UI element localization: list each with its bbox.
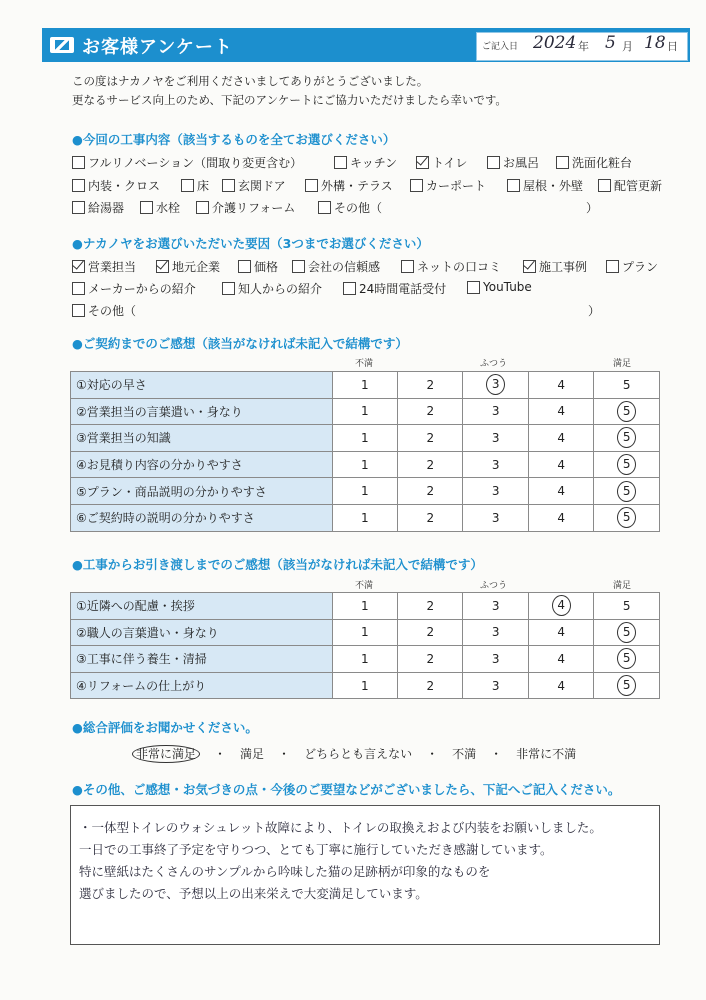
overall-choice[interactable]: 不満 [452,747,477,761]
q1-title: ●今回の工事内容（該当するものを全てお選びください） [72,132,396,147]
choice-separator: ・ [278,747,291,761]
rating-option-3[interactable]: 3 [463,478,529,505]
checkbox-icon[interactable] [343,282,356,295]
rating-option-2[interactable]: 2 [398,451,463,478]
rating-option-2[interactable]: 2 [398,619,463,646]
q1-option-label: 介護リフォーム [212,201,296,215]
choice-separator: ・ [426,747,439,761]
q2-close-paren: ） [588,304,601,318]
q1-option-label: 床 [197,179,210,193]
rating-option-4[interactable]: 4 [529,504,594,531]
table-row [71,593,660,620]
selected-rating-circle: 5 [617,481,636,502]
checkbox-icon[interactable] [140,201,153,214]
overall-choice[interactable]: 非常に不満 [516,747,577,761]
q1-option[interactable] [72,154,302,171]
q1-option-label: キッチン [350,156,398,170]
rating-option-5[interactable] [594,672,660,699]
checkbox-icon[interactable] [72,179,85,192]
q2-option[interactable] [222,280,322,297]
q3-title: ●ご契約までのご感想（該当がなければ未記入で結構です） [72,336,408,351]
scale-high-label: 満足 [613,359,632,369]
rating-option-2[interactable]: 2 [398,372,463,399]
q3-row-label: ③営業担当の知識 [71,425,333,452]
q1-option[interactable] [72,199,124,216]
q1-option[interactable] [556,154,632,171]
q1-option[interactable] [72,177,160,194]
checkbox-icon[interactable] [222,179,235,192]
selected-rating-circle: 5 [617,622,636,643]
checkbox-icon[interactable] [72,156,85,169]
q2-option[interactable] [292,258,380,275]
q1-option-label: フルリノベーション（間取り変更含む） [88,156,303,170]
checkbox-icon[interactable] [222,282,235,295]
month-unit: 月 [622,40,633,53]
q2-option-label: ネットの口コミ [417,260,502,274]
selected-rating-circle: 5 [617,507,636,528]
q2-option-label: メーカーからの紹介 [88,282,196,296]
q1-option-label: カーポート [426,179,487,193]
choice-separator: ・ [490,747,503,761]
q1-close-paren: ） [586,201,599,215]
scale-low-label: 不満 [355,359,374,369]
selected-rating-circle: 5 [617,648,636,669]
checkbox-icon[interactable] [606,260,619,273]
rating-option-4[interactable] [528,593,594,620]
q3-rating-table [70,371,660,532]
q4-row-label: ④リフォームの仕上がり [71,672,333,699]
rating-option-4[interactable]: 4 [529,372,594,399]
checkbox-icon[interactable] [410,179,423,192]
q1-option-label: 玄関ドア [238,179,286,193]
q2-option-label: 営業担当 [88,260,137,274]
selected-rating-circle: 3 [486,374,505,395]
q3-row-label: ①対応の早さ [71,372,333,399]
q1-option-label: 給湯器 [88,201,125,215]
q1-option-label: 配管更新 [614,179,663,193]
q2-option[interactable] [343,280,446,297]
rating-option-1[interactable]: 1 [332,478,397,505]
rating-option-2[interactable]: 2 [398,672,463,699]
checkbox-icon[interactable] [318,201,331,214]
year-unit: 年 [578,40,589,53]
checkbox-icon[interactable] [72,282,85,295]
rating-option-5[interactable] [594,398,660,425]
q4-row-label: ③工事に伴う養生・清掃 [71,646,333,673]
checkbox-icon[interactable] [196,201,209,214]
day-unit: 日 [667,40,678,53]
q2-option[interactable] [467,280,532,294]
q1-option[interactable] [222,177,286,194]
q1-option[interactable] [140,199,180,216]
q1-option-label: 水栓 [156,201,181,215]
table-row [71,672,660,699]
date-year[interactable]: 2024 [533,33,577,53]
overall-rating-choices [132,745,576,762]
q1-option[interactable] [507,177,583,194]
q1-option[interactable] [305,177,393,194]
q5-title: ●総合評価をお聞かせください。 [72,720,258,735]
q2-option[interactable] [401,258,501,275]
rating-option-3[interactable]: 3 [463,425,529,452]
rating-option-4[interactable]: 4 [528,672,594,699]
q1-option[interactable] [410,177,486,194]
date-day[interactable]: 18 [644,33,666,53]
q2-option[interactable] [72,258,136,275]
q1-option[interactable] [487,154,539,171]
checkbox-icon[interactable] [401,260,414,273]
q1-option[interactable] [416,154,467,171]
page-title: お客様アンケート [82,37,233,58]
selected-rating-circle: 5 [617,454,636,475]
q2-option[interactable] [523,258,587,275]
q2-option-label: 会社の信頼感 [308,260,381,274]
q2-option-label: 価格 [254,260,279,274]
table-row [71,425,660,452]
q4-row-label: ①近隣への配慮・挨拶 [71,593,333,620]
rating-option-1[interactable]: 1 [332,619,397,646]
rating-option-3[interactable] [463,372,529,399]
date-label: ご記入日 [482,42,519,52]
rating-option-3[interactable]: 3 [463,619,528,646]
q2-option-label: 地元企業 [172,260,221,274]
q1-option-label: その他（ [334,201,383,215]
q4-title: ●工事からお引き渡しまでのご感想（該当がなければ未記入で結構です） [72,557,483,572]
rating-option-2[interactable]: 2 [398,504,463,531]
rating-option-1[interactable]: 1 [332,672,397,699]
rating-option-5[interactable] [594,504,660,531]
q3-row-label: ⑤プラン・商品説明の分かりやすさ [71,478,333,505]
table-row [71,478,660,505]
rating-option-4[interactable]: 4 [529,398,594,425]
rating-option-5[interactable]: 5 [594,593,660,620]
table-row [71,451,660,478]
rating-option-4[interactable]: 4 [529,425,594,452]
q3-row-label: ②営業担当の言葉遣い・身なり [71,398,333,425]
q4-rating-table [70,592,660,699]
checkbox-icon[interactable] [598,179,611,192]
rating-option-2[interactable]: 2 [398,593,463,620]
q1-option-label: 外構・テラス [321,179,393,193]
rating-option-4[interactable]: 4 [529,478,594,505]
q1-option-label: お風呂 [503,156,540,170]
checkbox-icon[interactable] [181,179,194,192]
rating-option-2[interactable]: 2 [398,398,463,425]
rating-option-2[interactable]: 2 [398,646,463,673]
q6-title: ●その他、ご感想・お気づきの点・今後のご要望などがございましたら、下記へご記入ください。 [72,782,621,797]
comment-box[interactable] [70,805,660,945]
rating-option-4[interactable]: 4 [528,646,594,673]
q2-option-label: YouTube [483,280,532,294]
rating-option-3[interactable]: 3 [463,504,529,531]
overall-choice[interactable]: 非常に満足 [132,745,200,763]
rating-option-4[interactable]: 4 [529,451,594,478]
q1-option-label: 内装・クロス [88,179,161,193]
q3-row-label: ⑥ご契約時の説明の分かりやすさ [71,504,333,531]
q1-option-label: トイレ [432,156,468,170]
checkbox-icon[interactable] [334,156,347,169]
rating-option-1[interactable]: 1 [332,646,397,673]
table-row [71,372,660,399]
scale-mid-label: ふつう [480,359,508,369]
checkbox-icon[interactable] [72,201,85,214]
q2-option[interactable] [156,258,220,275]
table-row [71,504,660,531]
selected-rating-circle: 5 [617,401,636,422]
rating-option-3[interactable]: 3 [463,451,529,478]
q1-option[interactable] [334,154,397,171]
overall-choice[interactable]: 満足 [240,747,265,761]
intro-line-2: 更なるサービス向上のため、下記のアンケートにご協力いただけましたら幸いです。 [72,93,507,107]
rating-option-5[interactable] [594,451,660,478]
q2-option[interactable] [238,258,278,275]
q2-option-label: その他（ [88,304,137,318]
rating-option-1[interactable]: 1 [332,451,397,478]
checkbox-icon[interactable] [556,156,569,169]
q2-option-label: 24時間電話受付 [359,282,447,296]
comment-line-1: ・一体型トイレのウォシュレット故障により、トイレの取換えおよび内装をお願いしました。 [79,820,602,835]
rating-option-3[interactable]: 3 [463,672,528,699]
scale-high-label-2: 満足 [613,581,632,591]
rating-option-5[interactable] [594,425,660,452]
table-row [71,398,660,425]
rating-option-1[interactable]: 1 [332,593,397,620]
q1-option[interactable] [196,199,295,216]
rating-option-1[interactable]: 1 [332,425,397,452]
q1-option[interactable] [181,177,209,194]
q3-row-label: ④お見積り内容の分かりやすさ [71,451,333,478]
q1-option[interactable] [598,177,662,194]
rating-option-5[interactable] [594,478,660,505]
checkbox-icon[interactable] [238,260,251,273]
table-row [71,619,660,646]
q2-title: ●ナカノヤをお選びいただいた要因（3つまでお選びください） [72,236,429,251]
q1-option-label: 屋根・外壁 [523,179,584,193]
date-month[interactable]: 5 [605,33,616,53]
checkbox-checked-icon[interactable] [72,260,85,273]
rating-option-5[interactable] [594,646,660,673]
q1-option-label: 洗面化粧台 [572,156,633,170]
rating-option-5[interactable] [594,619,660,646]
intro-line-1: この度はナカノヤをご利用くださいましてありがとうございました。 [72,74,429,88]
checkbox-checked-icon[interactable] [156,260,169,273]
q4-row-label: ②職人の言葉遣い・身なり [71,619,333,646]
q2-option[interactable] [72,280,196,297]
checkbox-checked-icon[interactable] [523,260,536,273]
rating-option-3[interactable]: 3 [463,646,528,673]
scale-mid-label-2: ふつう [480,581,508,591]
rating-option-4[interactable]: 4 [528,619,594,646]
rating-option-1[interactable]: 1 [332,372,397,399]
comment-line-2: 一日での工事終了予定を守りつつ、とても丁寧に施行していただき感謝しています。 [79,842,553,857]
company-logo-icon [50,37,74,53]
rating-option-2[interactable]: 2 [398,425,463,452]
checkbox-checked-icon[interactable] [416,156,429,169]
q2-option[interactable] [72,302,136,319]
rating-option-3[interactable]: 3 [463,593,528,620]
rating-option-2[interactable]: 2 [398,478,463,505]
checkbox-icon[interactable] [292,260,305,273]
q1-option[interactable] [318,199,382,216]
checkbox-icon[interactable] [487,156,500,169]
q2-option-label: プラン [622,260,659,274]
table-row [71,646,660,673]
q2-option-label: 知人からの紹介 [238,282,323,296]
choice-separator: ・ [214,747,227,761]
rating-option-5[interactable]: 5 [594,372,660,399]
scale-low-label-2: 不満 [355,581,374,591]
checkbox-icon[interactable] [467,281,480,294]
selected-rating-circle: 4 [552,595,571,616]
comment-line-3: 特に壁紙はたくさんのサンプルから吟味した猫の足跡柄が印象的なものを [79,864,491,879]
comment-line-4: 選びましたので、予想以上の出来栄えで大変満足しています。 [79,886,428,901]
selected-rating-circle: 5 [617,675,636,696]
checkbox-icon[interactable] [72,304,85,317]
overall-choice[interactable]: どちらとも言えない [304,747,413,761]
q2-option-label: 施工事例 [539,260,588,274]
checkbox-icon[interactable] [305,179,318,192]
rating-option-1[interactable]: 1 [332,398,397,425]
rating-option-3[interactable]: 3 [463,398,529,425]
checkbox-icon[interactable] [507,179,520,192]
rating-option-1[interactable]: 1 [332,504,397,531]
selected-rating-circle: 5 [617,427,636,448]
q2-option[interactable] [606,258,658,275]
